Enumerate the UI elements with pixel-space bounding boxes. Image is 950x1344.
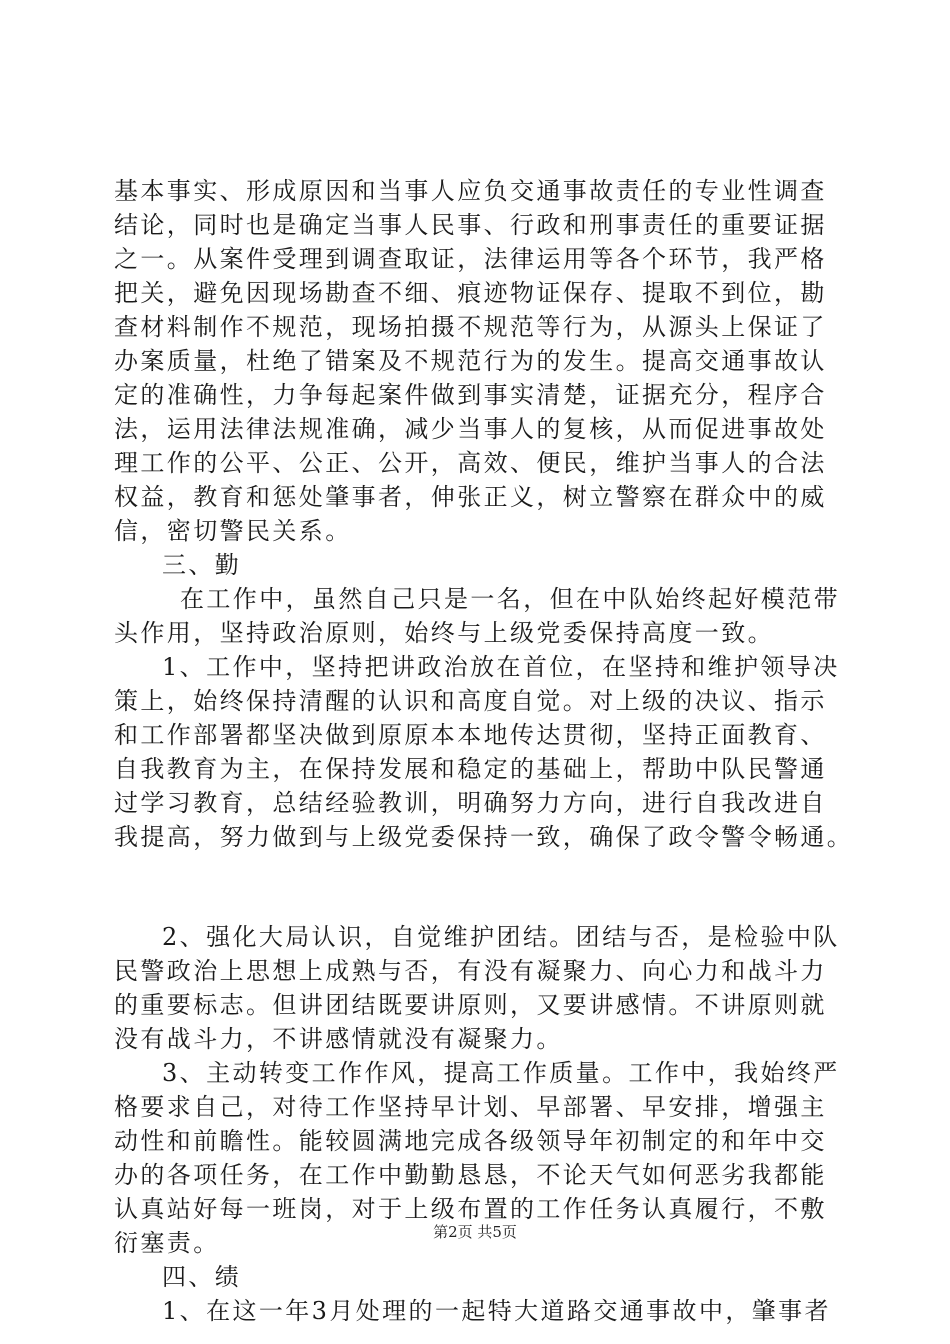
- page-number-footer: 第2页 共5页: [433, 1223, 517, 1241]
- text-line: 1、工作中，坚持把讲政治放在首位，在坚持和维护领导决: [162, 653, 840, 681]
- document-body: [114, 174, 854, 1328]
- text-line: 我提高，努力做到与上级党委保持一致，确保了政令警令畅通。: [114, 823, 854, 851]
- text-line: 结论，同时也是确定当事人民事、行政和刑事责任的重要证据: [114, 211, 827, 239]
- text-line: 衍塞责。: [114, 1229, 220, 1257]
- text-line: 办的各项任务，在工作中勤勤恳恳，不论天气如何恶劣我都能: [114, 1161, 827, 1189]
- text-line: 过学习教育，总结经验教训，明确努力方向，进行自我改进自: [114, 789, 827, 817]
- section-heading: 四、绩: [162, 1263, 242, 1291]
- text-line: 的重要标志。但讲团结既要讲原则，又要讲感情。不讲原则就: [114, 991, 827, 1019]
- text-line: 把关，避免因现场勘查不细、痕迹物证保存、提取不到位，勘: [114, 279, 827, 307]
- text-line: 定的准确性，力争每起案件做到事实清楚，证据充分，程序合: [114, 381, 827, 409]
- text-line: 理工作的公平、公正、公开，高效、便民，维护当事人的合法: [114, 449, 827, 477]
- text-line: 动性和前瞻性。能较圆满地完成各级领导年初制定的和年中交: [114, 1127, 827, 1155]
- text-line: 自我教育为主，在保持发展和稳定的基础上，帮助中队民警通: [114, 755, 827, 783]
- paragraph-gap: [114, 854, 836, 920]
- text-line: 头作用，坚持政治原则，始终与上级党委保持高度一致。: [114, 619, 774, 647]
- text-line: 2、强化大局认识，自觉维护团结。团结与否，是检验中队: [162, 923, 840, 951]
- text-line: 办案质量，杜绝了错案及不规范行为的发生。提高交通事故认: [114, 347, 827, 375]
- text-line: 信，密切警民关系。: [114, 517, 352, 545]
- text-line: 策上，始终保持清醒的认识和高度自觉。对上级的决议、指示: [114, 687, 827, 715]
- text-line: 基本事实、形成原因和当事人应负交通事故责任的专业性调查: [114, 177, 827, 205]
- text-line: 1、在这一年3月处理的一起特大道路交通事故中，肇事者: [162, 1297, 831, 1325]
- text-line: 民警政治上思想上成熟与否，有没有凝聚力、向心力和战斗力: [114, 957, 827, 985]
- section-heading: 三、勤: [162, 551, 242, 579]
- text-line: 没有战斗力，不讲感情就没有凝聚力。: [114, 1025, 563, 1053]
- text-line: 之一。从案件受理到调查取证，法律运用等各个环节，我严格: [114, 245, 827, 273]
- text-line: 在工作中，虽然自己只是一名，但在中队始终起好模范带: [180, 585, 840, 613]
- text-line: 和工作部署都坚决做到原原本本地传达贯彻，坚持正面教育、: [114, 721, 827, 749]
- text-line: 3、主动转变工作作风，提高工作质量。工作中，我始终严: [162, 1059, 840, 1087]
- text-line: 格要求自己，对待工作坚持早计划、早部署、早安排，增强主: [114, 1093, 827, 1121]
- text-line: 认真站好每一班岗，对于上级布置的工作任务认真履行，不敷: [114, 1195, 827, 1223]
- text-line: 权益，教育和惩处肇事者，伸张正义，树立警察在群众中的威: [114, 483, 827, 511]
- text-line: 查材料制作不规范，现场拍摄不规范等行为，从源头上保证了: [114, 313, 827, 341]
- text-line: 法，运用法律法规准确，减少当事人的复核，从而促进事故处: [114, 415, 827, 443]
